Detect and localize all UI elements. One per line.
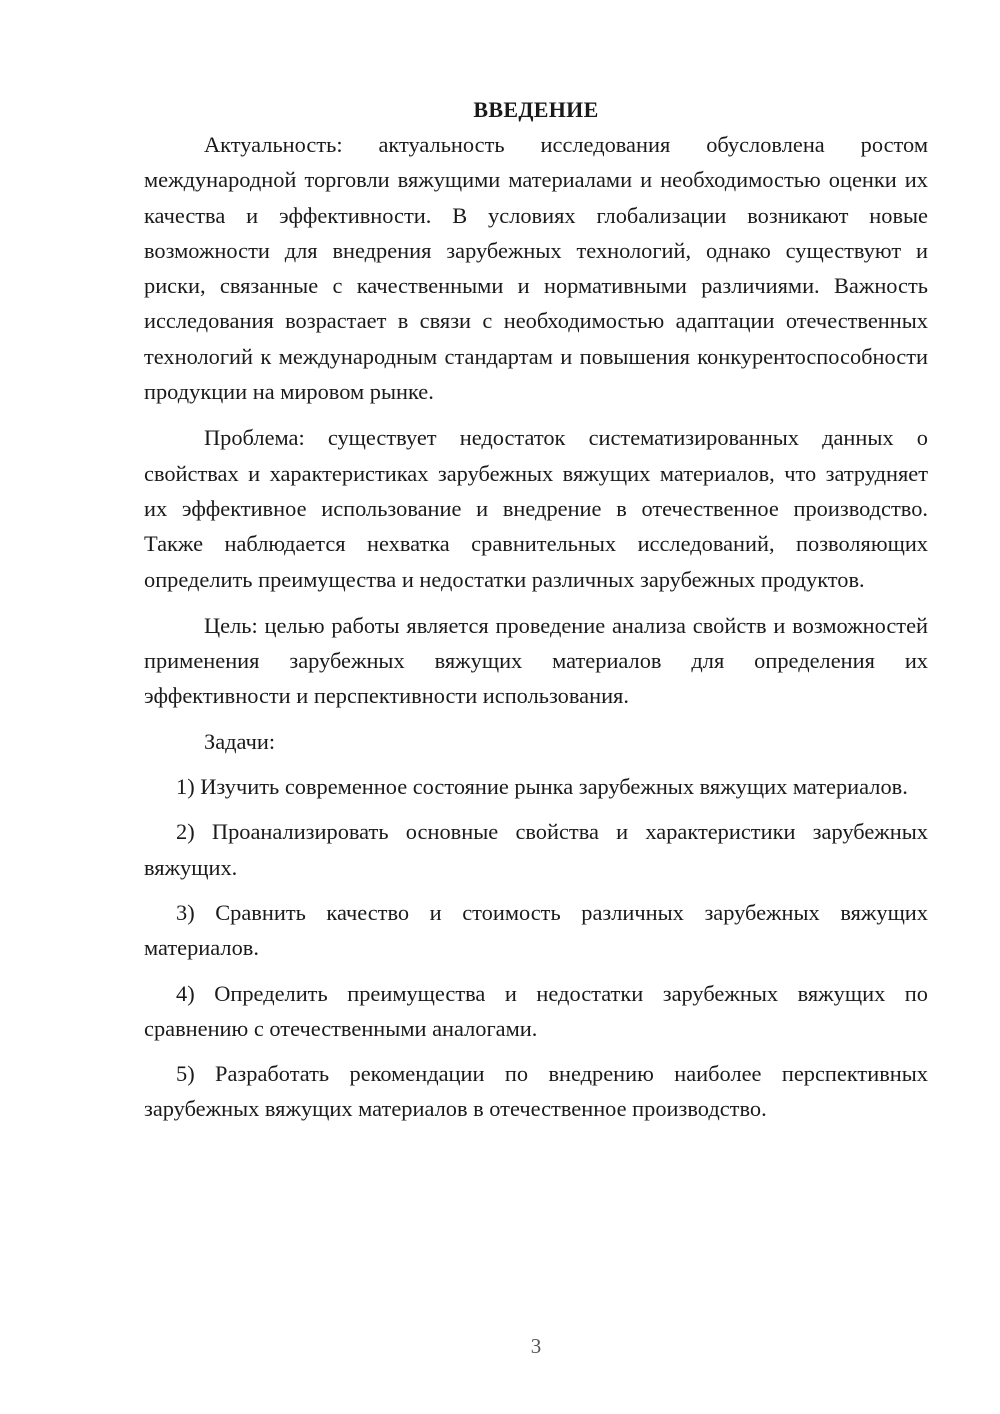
list-item: 3) Сравнить качество и стоимость различных зарубежных вяжущих материалов. [144,899,928,961]
page-number: 3 [530,1334,542,1358]
document-page [144,92,928,1127]
task-list [144,769,928,1127]
list-item: 5) Разработать рекомендации по внедрению наиболее перспективных зарубежных вяжущих материалов в отечественное производство. [144,1061,928,1122]
paragraph-goal: Цель: целью работы является проведение анализа свойств и возможностей применения зарубежных вяжущих материалов для определения их эффективности и перспективности использования. [144,612,928,709]
list-item: 2) Проанализировать основные свойства и характеристики зарубежных вяжущих. [144,819,928,880]
list-item: 1) Изучить современное состояние рынка зарубежных вяжущих материалов. [176,774,908,800]
paragraph-relevance: Актуальность: актуальность исследования обусловлена ростом международной торговли вяжущими материалами и необходимостью оценки их качества и эффективности. В условиях глобализации возникают новые возможности для внедрения зарубежных технологий, однако существуют и риски, связанные с качественными и нормативными различиями. Важность исследования возрастает в связи с необходимостью адаптации отечественных технологий к международным стандартам и повышения конкурентоспособности продукции на мировом рынке. [144,132,928,405]
paragraph-problem: Проблема: существует недостаток систематизированных данных о свойствах и характеристиках зарубежных вяжущих материалов, что затрудняет их эффективное использование и внедрение в отечественное производство. Также наблюдается нехватка сравнительных исследований, позволяющих определить преимущества и недостатки различных зарубежных продуктов. [144,425,928,592]
section-title: ВВЕДЕНИЕ [473,97,599,122]
paragraph-tasks-heading: Задачи: [204,728,276,754]
list-item: 4) Определить преимущества и недостатки зарубежных вяжущих по сравнению с отечественными аналогами. [144,980,928,1041]
